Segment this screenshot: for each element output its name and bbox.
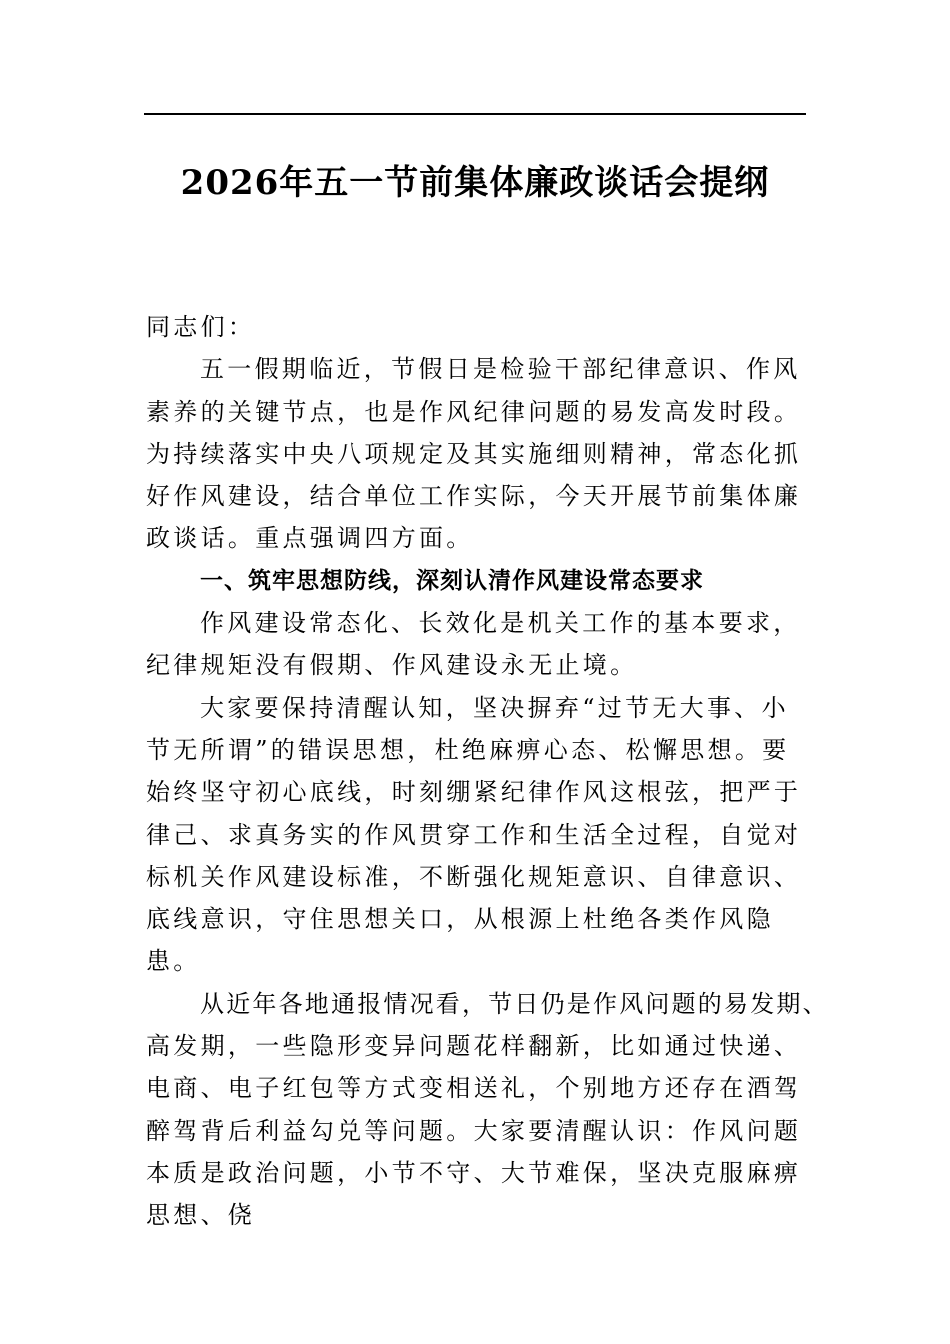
header-rule <box>144 113 806 115</box>
document-body <box>146 306 829 1237</box>
paragraph-3: 大家要保持清醒认知，坚决摒弃“过节无大事、小节无所谓”的错误思想，杜绝麻痹心态、松懈思想。要始终坚守初心底线，时刻绷紧纪律作风这根弦，把严于律己、求真务实的作风贯穿工作和生活全过程，自觉对标机关作风建设标准，不断强化规矩意识、自律意识、底线意识，守住思想关口，从根源上杜绝各类作风隐患。 <box>146 693 802 976</box>
paragraph-4-continuation: 高发期，一些隐形变异问题花样翻新，比如通过快递、电商、电子红包等方式变相送礼，个别地方还存在酒驾醉驾背后利益勾兑等问题。大家要清醒认识：作风问题本质是政治问题，小节不守、大节难保，坚决克服麻痹思想、侥 <box>146 1032 802 1230</box>
section-heading-1: 一、筑牢思想防线，深刻认清作风建设常态要求 <box>200 567 704 594</box>
salutation: 同志们： <box>146 313 256 341</box>
paragraph-4-first-line: 从近年各地通报情况看，节日仍是作风问题的易发期、 <box>200 989 829 1018</box>
paragraph-2: 作风建设常态化、长效化是机关工作的基本要求，纪律规矩没有假期、作风建设永无止境。 <box>146 609 801 680</box>
paragraph-4 <box>146 983 829 1237</box>
document-title: 2026年五一节前集体廉政谈话会提纲 <box>180 163 770 203</box>
intro-paragraph: 五一假期临近，节假日是检验干部纪律意识、作风素养的关键节点，也是作风纪律问题的易发高发时段。为持续落实中央八项规定及其实施细则精神，常态化抓好作风建设，结合单位工作实际，今天开展节前集体廉政谈话。重点强调四方面。 <box>146 355 802 553</box>
